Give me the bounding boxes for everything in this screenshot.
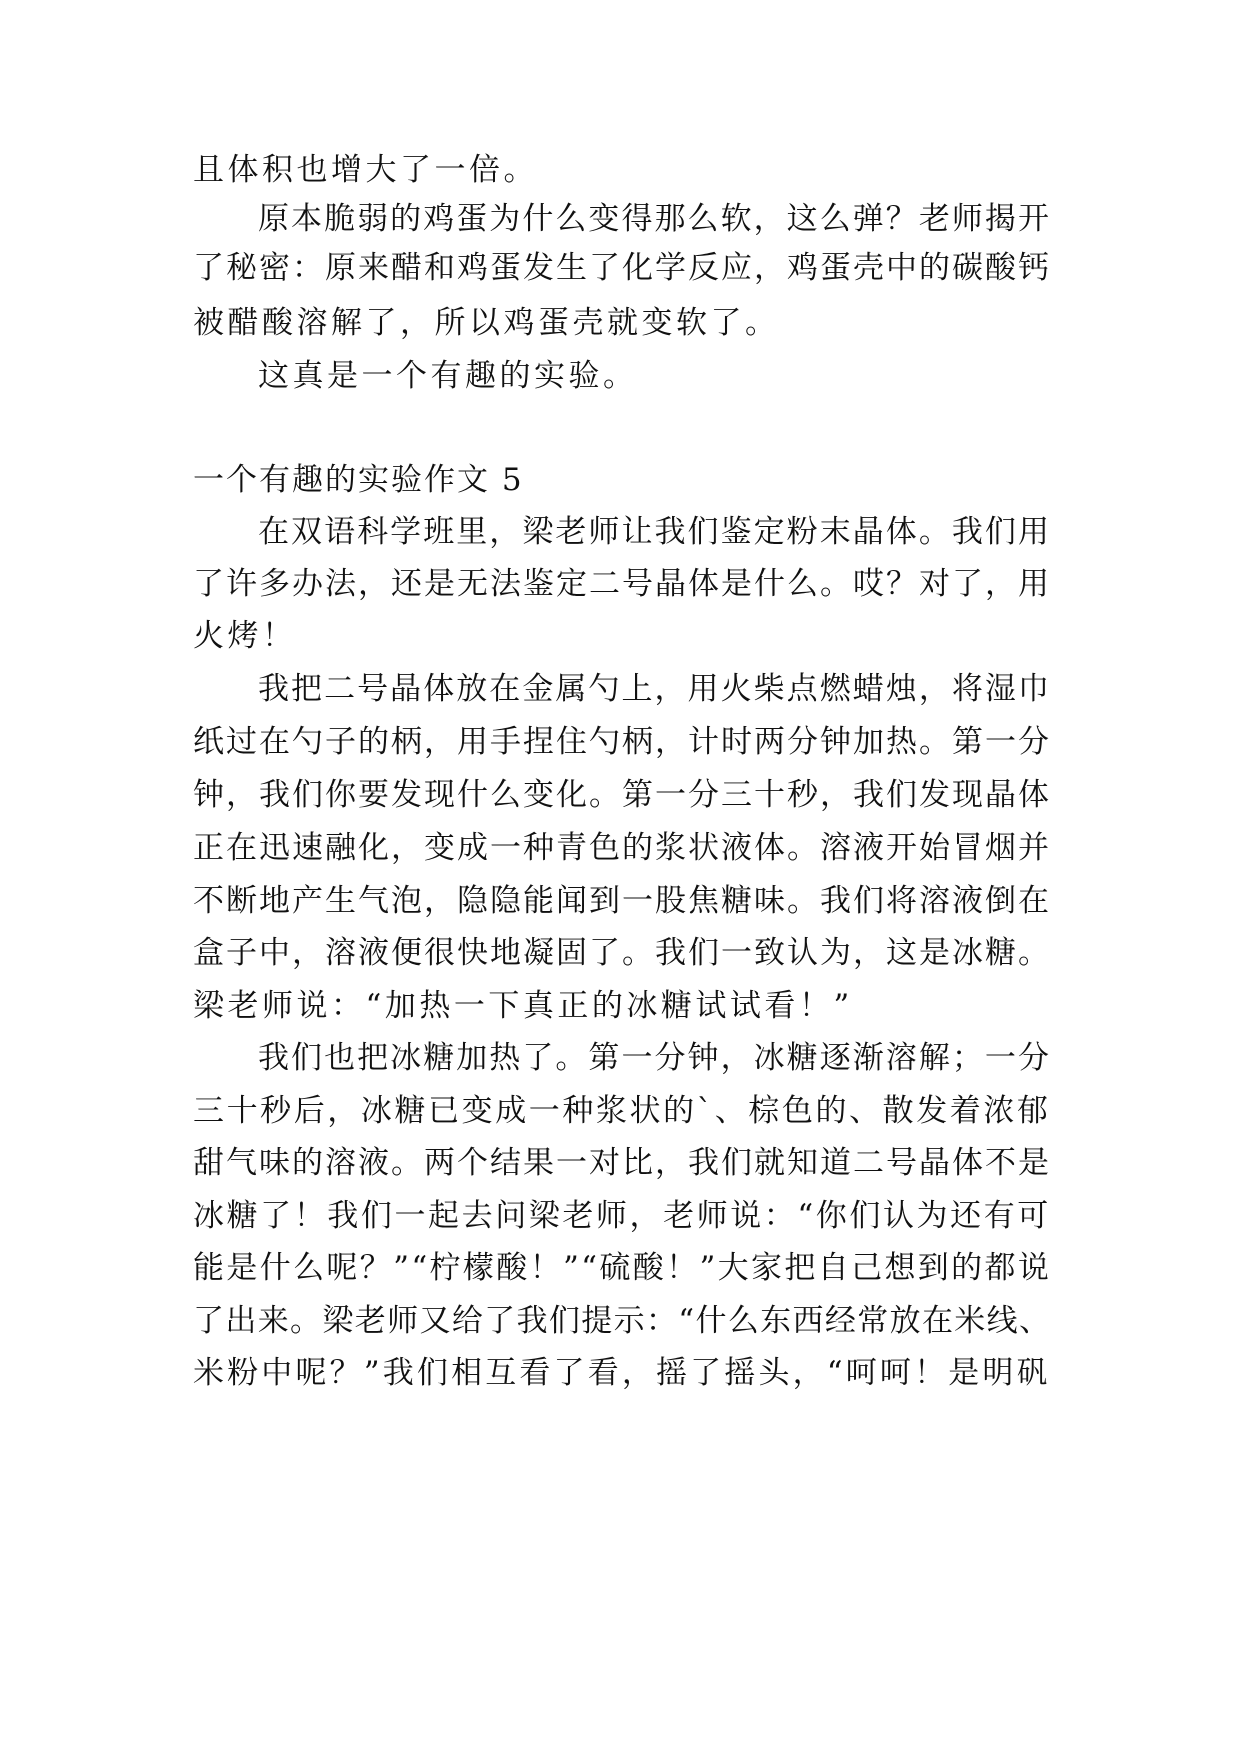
text-line: 冰糖了！我们一起去问梁老师，老师说：“你们认为还有可	[193, 1198, 1051, 1234]
paragraph-first-line: 我把二号晶体放在金属勺上，用火柴点燃蜡烛，将湿巾	[258, 671, 1051, 707]
text-line: 梁老师说：“加热一下真正的冰糖试试看！”	[193, 988, 853, 1024]
paragraph-first-line: 我们也把冰糖加热了。第一分钟，冰糖逐渐溶解；一分	[258, 1040, 1051, 1076]
text-line: 能是什么呢？”“柠檬酸！”“硫酸！”大家把自己想到的都说	[193, 1250, 1052, 1286]
text-line: 了秘密：原来醋和鸡蛋发生了化学反应，鸡蛋壳中的碳酸钙	[193, 250, 1051, 286]
text-line: 火烤！	[193, 618, 297, 654]
text-line: 了许多办法，还是无法鉴定二号晶体是什么。哎？对了，用	[193, 566, 1051, 602]
text-line: 被醋酸溶解了，所以鸡蛋壳就变软了。	[193, 305, 780, 341]
section-heading: 一个有趣的实验作文 5	[193, 462, 524, 498]
text-line: 纸过在勺子的柄，用手捏住勺柄，计时两分钟加热。第一分	[193, 724, 1051, 760]
text-line: 不断地产生气泡，隐隐能闻到一股焦糖味。我们将溶液倒在	[193, 883, 1051, 919]
text-line: 正在迅速融化，变成一种青色的浆状液体。溶液开始冒烟并	[193, 830, 1051, 866]
text-line: 三十秒后，冰糖已变成一种浆状的`、棕色的、散发着浓郁	[193, 1093, 1051, 1129]
paragraph-first-line: 这真是一个有趣的实验。	[258, 358, 638, 394]
text-line: 盒子中，溶液便很快地凝固了。我们一致认为，这是冰糖。	[193, 935, 1051, 971]
paragraph-first-line: 原本脆弱的鸡蛋为什么变得那么软，这么弹？老师揭开	[258, 201, 1051, 237]
text-line: 了出来。梁老师又给了我们提示：“什么东西经常放在米线、	[193, 1303, 1052, 1339]
text-line: 米粉中呢？”我们相互看了看，摇了摇头，“呵呵！是明矾	[193, 1355, 1051, 1391]
text-line: 甜气味的溶液。两个结果一对比，我们就知道二号晶体不是	[193, 1145, 1051, 1181]
paragraph-first-line: 在双语科学班里，梁老师让我们鉴定粉末晶体。我们用	[258, 514, 1051, 550]
text-line: 且体积也增大了一倍。	[193, 152, 538, 188]
text-line: 钟，我们你要发现什么变化。第一分三十秒，我们发现晶体	[193, 777, 1051, 813]
